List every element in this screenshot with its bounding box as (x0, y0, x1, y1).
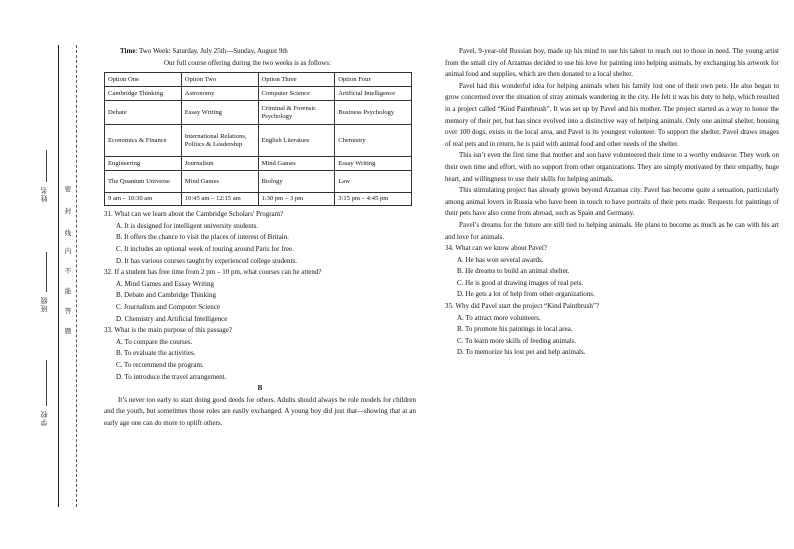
passage-paragraph: Pavel’s dreams for the future are still tied to helping animals. He plans to become as much as he can with his art and love for animals. (445, 220, 779, 241)
answer-option: A. He has won several awards. (457, 255, 544, 264)
answer-option: D. He gets a lot of help from other organizations. (457, 290, 595, 299)
answer-option: A. To compare the courses. (116, 337, 193, 346)
table-cell: 10:45 am – 12:15 am (181, 193, 258, 206)
cut-line (76, 45, 77, 507)
question-stem: 35. Why did Pavel start the project “Kind Paintbrush”? (445, 302, 600, 311)
table-cell: Engineering (105, 157, 182, 171)
answer-option: D. To memorize his lost pet and help animals. (457, 348, 586, 357)
passage-paragraph: This stimulating project has already grown beyond Arzamas city. Pavel has become quite a sensation, particularly among animal lovers in Russia who have been in touch to have portraits of their pets made. Requests for paintings of their pets have also come from abroad, such as Spain and Germany. (445, 186, 779, 218)
seal-char: 能 (64, 288, 72, 295)
intro-line: Our full course offering during the two weeks is as follows: (164, 58, 332, 67)
table-cell: 1:30 pm – 3 pm (258, 193, 335, 206)
table-cell: Journalism (181, 157, 258, 171)
table-cell: Chemistry (335, 125, 412, 157)
table-row (105, 171, 412, 193)
seal-char: 答 (64, 308, 72, 315)
answer-option: D. To introduce the travel arrangement. (116, 372, 227, 381)
question-34 (445, 243, 779, 301)
seal-char: 不 (64, 268, 72, 275)
answer-option: A. Mind Games and Essay Writing (116, 279, 214, 288)
class-blank (46, 252, 47, 292)
table-cell: Essay Writing (335, 157, 412, 171)
name-label: 姓名 (40, 186, 48, 202)
table-header-cell: Option Three (258, 73, 335, 87)
table-cell: Debate (105, 101, 182, 125)
left-column (104, 46, 416, 429)
question-35 (445, 301, 779, 359)
answer-option: A. To attract more volunteers. (457, 313, 541, 322)
answer-option: D. It has various courses taught by experienced college students. (116, 256, 297, 265)
answer-option: C. To recommend the program. (116, 360, 204, 369)
time-line (104, 46, 416, 58)
passage-paragraph: This isn’t even the first time that mother and son have volunteered their time to a worthy endeavor. They work on their own time and effort, with no support from other organizations. They are simply motivated by their empathy, huge heart, and willingness to use their skills for helping animals. (445, 151, 779, 183)
table-cell: Criminal & Forensic Psychology (258, 101, 335, 125)
table-cell: Business Psychology (335, 101, 412, 125)
table-header-cell: Option Four (335, 73, 412, 87)
answer-option: B. He dreams to build an animal shelter. (457, 267, 570, 276)
answer-option: C. Journalism and Computer Science (116, 302, 221, 311)
course-table (104, 72, 412, 206)
time-value: : Two Week: Saturday, July 25th—Sunday, August 9th (135, 47, 288, 55)
seal-char: 线 (64, 230, 72, 237)
seal-char: 题 (64, 328, 72, 335)
binding-margin (0, 0, 100, 549)
answer-option: A. It is designed for intelligent university students. (116, 221, 259, 230)
table-cell: Law (335, 171, 412, 193)
table-row (105, 125, 412, 157)
passage-paragraph: It’s never too early to start doing good deeds for others. Adults should always be role models for children and the youth, but sometimes those roles are easily exchanged. A young boy did just that—showing that at an early age one can do more to uplift others. (104, 395, 416, 427)
table-cell: 3:15 pm – 4:45 pm (335, 193, 412, 206)
answer-option: C. It includes an optional week of touring around Paris for free. (116, 244, 294, 253)
table-cell: Economics & Finance (105, 125, 182, 157)
question-stem: 31. What can we learn about the Cambridge Scholars' Program? (104, 210, 284, 219)
question-32 (104, 267, 416, 325)
table-header-cell: Option Two (181, 73, 258, 87)
table-header-cell: Option One (105, 73, 182, 87)
table-cell: Computer Science (258, 87, 335, 101)
table-cell: Essay Writing (181, 101, 258, 125)
question-stem: 33. What is the main purpose of this passage? (104, 326, 232, 335)
table-cell: Cambridge Thinking (105, 87, 182, 101)
answer-option: B. It offers the chance to visit the places of interest of Britain. (116, 233, 289, 242)
name-blank (46, 150, 47, 182)
right-column (445, 46, 779, 359)
answer-option: B. Debate and Cambridge Thinking (116, 291, 216, 300)
table-cell: Artificial Intelligence (335, 87, 412, 101)
answer-option: B. To promote his paintings in local area. (457, 325, 573, 334)
table-row (105, 193, 412, 206)
table-cell: Biology (258, 171, 335, 193)
school-blank (46, 360, 47, 406)
table-cell: The Quantum Universe (105, 171, 182, 193)
table-header-row (105, 73, 412, 87)
answer-option: C. He is good at drawing images of real pets. (457, 278, 584, 287)
table-row (105, 157, 412, 171)
seal-char: 内 (64, 248, 72, 255)
table-cell: International Relations, Politics & Leadership (181, 125, 258, 157)
answer-option: C. To learn more skills of feeding animals. (457, 336, 577, 345)
margin-rule (58, 45, 59, 507)
time-label: Time (120, 47, 136, 55)
table-row (105, 101, 412, 125)
question-31 (104, 209, 416, 267)
question-33 (104, 325, 416, 383)
answer-option: B. To evaluate the activities. (116, 349, 196, 358)
section-heading: B (257, 384, 263, 393)
passage-paragraph: Pavel, 9-year-old Russian boy, made up his mind to use his talent to reach out to those in need. The young artist from the small city of Arzamas decided to use his love for painting into helping animals, by exchanging his artwork for animal food and supplies, which are then donated to a local shelter. (445, 47, 779, 79)
answer-option: D. Chemistry and Artificial Intelligence (116, 314, 228, 323)
table-cell: 9 am – 10:30 am (105, 193, 182, 206)
question-stem: 34. What can we know about Pavel? (445, 244, 547, 253)
table-row (105, 87, 412, 101)
seal-char: 封 (64, 208, 72, 215)
class-label: 班级 (40, 296, 48, 312)
table-cell: English Literature (258, 125, 335, 157)
table-cell: Mind Games (181, 171, 258, 193)
question-stem: 32. If a student has free time from 2 pm – 10 pm, what courses can he attend? (104, 268, 322, 277)
school-label: 学校 (40, 410, 48, 426)
passage-paragraph: Pavel had this wonderful idea for helping animals when his family lost one of their own pets. He also began to grow concerned over the situation of stray animals wandering in the city. He felt it was his duty to help, which resulted in a project called “Kind Paintbrush”. It was set up by Pavel and his mother. The project started as a way to honor the memory of their pet, but has since evolved into a distinctive way of helping animals. Only one animal shelter, housing over 100 dogs, exists in the local area, and Pavel is its youngest volunteer. To support the shelter, Pavel draws images of real pets and in return, he is paid with animal food and other needs of the shelter. (445, 81, 779, 148)
seal-char: 密 (64, 186, 72, 193)
table-cell: Mind Games (258, 157, 335, 171)
table-cell: Astronomy (181, 87, 258, 101)
